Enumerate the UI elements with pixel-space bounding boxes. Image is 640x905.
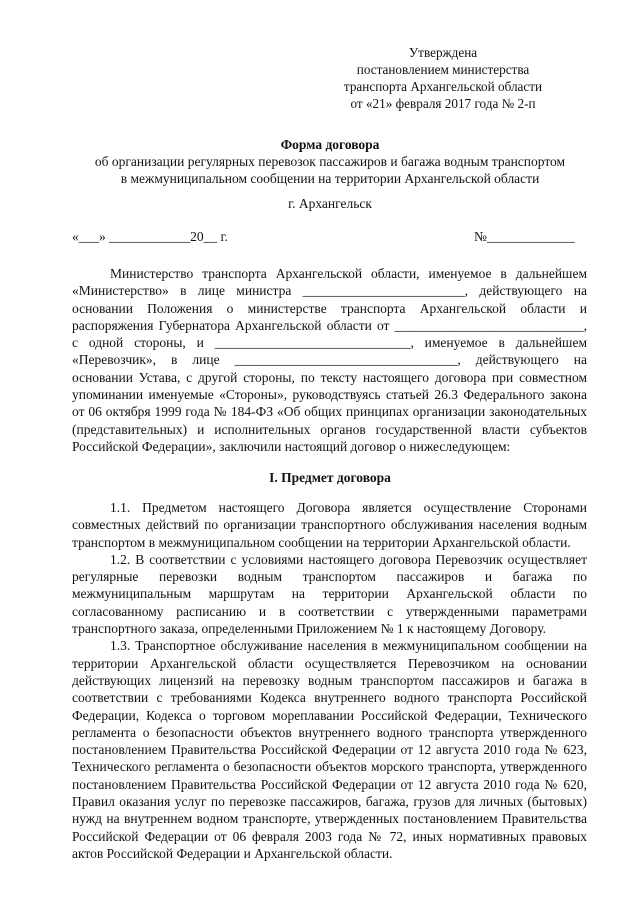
contract-date-field: «___» ____________20__ г. xyxy=(72,229,228,244)
contract-number-field: №_____________ xyxy=(474,229,575,244)
intro-paragraph-block xyxy=(72,265,587,455)
form-subtitle-2: в межмуниципальном сообщении на территории Архангельской области xyxy=(120,171,540,186)
approval-stamp xyxy=(318,44,568,112)
city-line: г. Архангельск xyxy=(288,196,372,211)
approval-line-1: Утверждена xyxy=(408,45,478,60)
approval-line-3: транспорта Архангельской области xyxy=(343,79,543,94)
document-title-block xyxy=(40,136,620,187)
clause-1-1: 1.1. Предметом настоящего Договора является осуществление Сторонами совместных действий по организации транспортного обслуживания населения водным транспортом в межмуниципальном сообщении на территории Архангельской области. xyxy=(72,500,587,550)
section-1-body xyxy=(72,499,587,862)
approval-line-2: постановлением министерства xyxy=(356,62,530,77)
form-title: Форма договора xyxy=(280,137,380,152)
intro-paragraph: Министерство транспорта Архангельской области, именуемое в дальнейшем «Министерство» в лице министра ________________________, действующего на основании Положения о министерстве транспорта Архангельской области и распоряжения Губернатора Архангельской области от ____________________________, с одной стороны, и _____________________________, именуемое в дальнейшем «Перевозчик», в лице _________________________________, действующего на основании Устава, с другой стороны, по тексту настоящего договора при совместном упоминании именуемые «Стороны», руководствуясь статьей 26.3 Федерального закона от 06 октября 1999 года № 184-ФЗ «Об общих принципах организации законодательных (представительных) и исполнительных органов государственной власти субъектов Российской Федерации», заключили настоящий договор о нижеследующем: xyxy=(72,266,587,454)
approval-line-4: от «21» февраля 2017 года № 2-п xyxy=(350,96,536,111)
clause-1-2: 1.2. В соответствии с условиями настоящего договора Перевозчик осуществляет регулярные перевозки водным транспортом пассажиров и багажа по межмуниципальным маршрутам на территории Архангельской области по согласованному расписанию и в соответствии с утвержденными параметрами транспортного заказа, определенными Приложением № 1 к настоящему Договору. xyxy=(72,551,587,637)
section-1-title: I. Предмет договора xyxy=(269,470,391,485)
clause-1-3: 1.3. Транспортное обслуживание населения в межмуниципальном сообщении на территории Архангельской области осуществляется Перевозчиком на основании действующих лицензий на перевозку водным транспортом пассажиров и багажа в соответствии с требованиями Кодекса внутреннего водного транспорта Российской Федерации, Кодекса о торговом мореплавании Российской Федерации, Технического регламента о безопасности объектов внутреннего водного транспорта утвержденного постановлением Правительства Российской Федерации от 12 августа 2010 года № 623, Технического регламента о безопасности объектов морского транспорта, утвержденного постановлением Правительства Российской Федерации от 12 августа 2010 года № 620, Правил оказания услуг по перевозке пассажиров, багажа, грузов для личных (бытовых) нужд на внутреннем водном транспорте, утвержденных постановлением Правительства Российской Федерации от 06 февраля 2003 года № 72, иных нормативных правовых актов Российской Федерации и Архангельской области. xyxy=(72,638,587,861)
form-subtitle-1: об организации регулярных перевозок пассажиров и багажа водным транспортом xyxy=(94,154,566,169)
